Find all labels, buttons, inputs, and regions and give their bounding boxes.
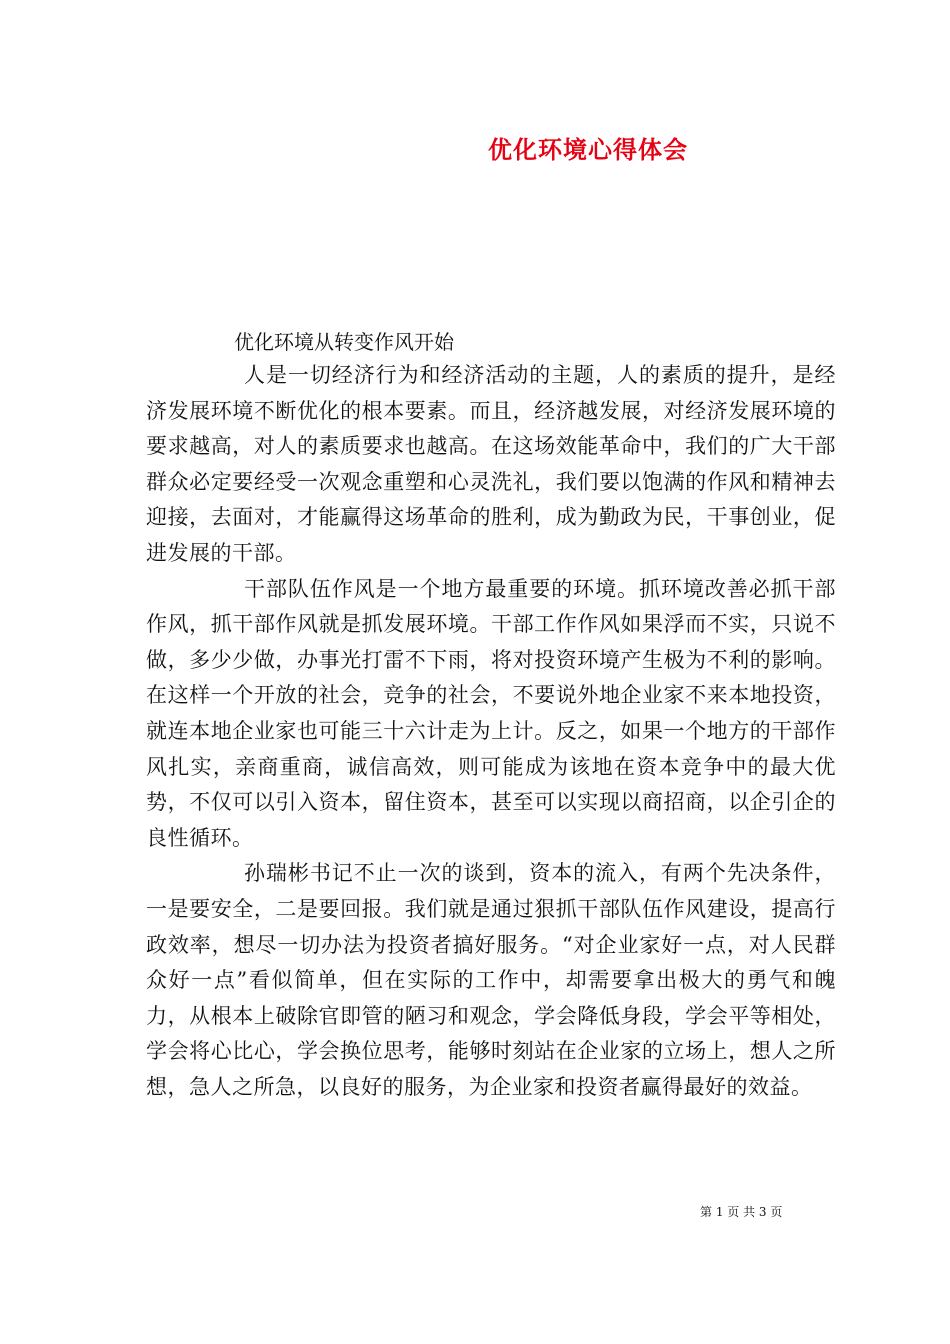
page-number-footer: 第 1 页 共 3 页 (700, 1205, 783, 1219)
document-subtitle: 优化环境从转变作风开始 (234, 330, 454, 354)
document-body (146, 358, 836, 1105)
document-title: 优化环境心得体会 (488, 135, 688, 164)
paragraph-2: 干部队伍作风是一个地方最重要的环境。抓环境改善必抓干部作风，抓干部作风就是抓发展环境。干部工作作风如果浮而不实，只说不做，多少少做，办事光打雷不下雨，将对投资环境产生极为不利的影响。在这样一个开放的社会，竞争的社会，不要说外地企业家不来本地投资，就连本地企业家也可能三十六计走为上计。反之，如果一个地方的干部作风扎实，亲商重商，诚信高效，则可能成为该地在资本竞争中的最大优势，不仅可以引入资本，留住资本，甚至可以实现以商招商，以企引企的良性循环。 (146, 576, 836, 850)
paragraph-1: 人是一切经济行为和经济活动的主题，人的素质的提升，是经济发展环境不断优化的根本要素。而且，经济越发展，对经济发展环境的要求越高，对人的素质要求也越高。在这场效能革命中，我们的广大干部群众必定要经受一次观念重塑和心灵洗礼，我们要以饱满的作风和精神去迎接，去面对，才能赢得这场革命的胜利，成为勤政为民，干事创业，促进发展的干部。 (146, 363, 836, 565)
paragraph-3: 孙瑞彬书记不止一次的谈到，资本的流入，有两个先决条件，一是要安全，二是要回报。我们就是通过狠抓干部队伍作风建设，提高行政效率，想尽一切办法为投资者搞好服务。“对企业家好一点，对人民群众好一点”看似简单，但在实际的工作中，却需要拿出极大的勇气和魄力，从根本上破除官即管的陋习和观念，学会降低身段，学会平等相处，学会将心比心，学会换位思考，能够时刻站在企业家的立场上，想人之所想，急人之所急，以良好的服务，为企业家和投资者赢得最好的效益。 (146, 861, 836, 1099)
